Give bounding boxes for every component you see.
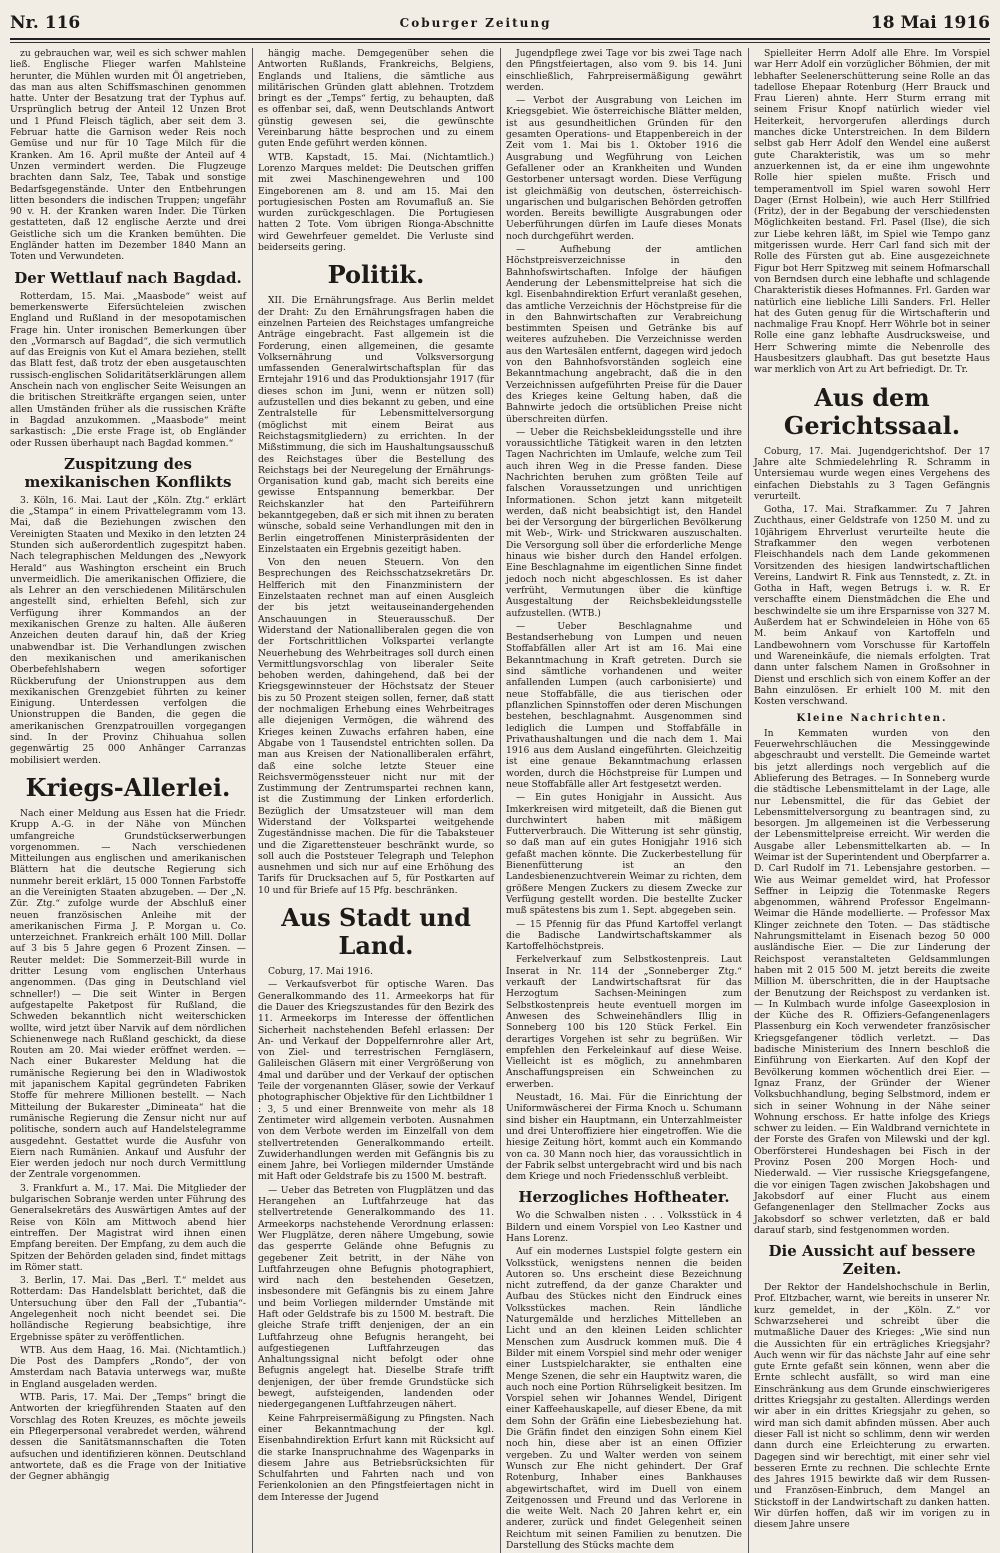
article-paragraph: Der Rektor der Handelshochschule in Berlin, Prof. Eltzbacher, warnt, wie bereits in unserer Nr. kurz gemeldet, in der „Köln. Z.“ vor Schwarzseherei und schreibt über die mutmaßliche Dauer des Krieges: „Wie sind nun die Aussichten für ein erträgliches Kriegsjahr? Auch wenn wir für das nächste Jahr auf eine sehr gute Ernte gefaßt sein können, wenn aber die Ernte schlecht ausfällt, so wird man eine Einschränkung aus dem Grunde einschwierigeres drittes Kriegsjahr zu gestalten. Allerdings werden wir aber in ein drittes Kriegsjahr zu gehen, so wird man sich damit abfinden müssen. Aber auch dieser Fall ist nicht so schlimm, denn wir werden dann durch eine Erleichterung zu erwarten. Dagegen sind wir berechtigt, mit einer sehr viel besseren Ernte zu rechnen. Die schlechte Ernte des Jahres 1915 bewirkte daß wir dem Russen- und Französen-Einbruch, dem Mangel an Stickstoff in der Landwirtschaft zu danken hatten. Wir dürfen hoffen, daß wir im vorigen zu in diesem Jahre unsere [754, 1282, 990, 1531]
article-paragraph: — Aufhebung der amtlichen Höchstpreisverzeichnisse in den Bahnhofswirtschaften. Infolge der häufigen Aenderung der Lebensmittelpreise hat sich die kgl. Eisenbahndirektion Erfurt veranlaßt gesehen, das amtliche Verzeichnis der Höchstpreise für die in den Bahnwirtschaften zur Verabreichung bestimmten Speisen und Getränke bis auf weiteres aufzuheben. Die Verzeichnisse werden aus den Wartesälen entfernt, dagegen wird jedoch von den Bahnhofsvorständen sogleich eine Bekanntmachung angebracht, daß die in den Verzeichnissen aufgeführten Preise für die Dauer des Krieges keine Geltung haben, daß die Bahnwirte jedoch die ortsüblichen Preise nicht überschreiten dürfen. [506, 244, 742, 425]
article-paragraph: 3. Berlin, 17. Mai. Das „Berl. T.“ meldet aus Rotterdam: Das Handelsblatt berichtet, daß die Untersuchung über den Fall der „Tubantia“-Angelegenheit noch nicht beendet sei. Die holländische Regierung beabsichtige, ihre Ergebnisse später zu veröffentlichen. [10, 1275, 246, 1343]
article-headline: Die Aussicht auf bessere Zeiten. [768, 1242, 976, 1279]
article-paragraph: Spielleiter Herrn Adolf alle Ehre. Im Vorspiel war Herr Adolf ein vorzüglicher Böhmien, der mit lebhafter Seelenerschütterung seine Rolle an das tadellose Ehepaar Rotenburg (Herr Brauck und Frau Lieren) ahnte. Herr Sturm errang mit seinem Frisur Knopf natürlich wieder viel Heiterkeit, hervorgerufen allerdings durch manches dicke Unterstreichen. In dem Bildern selbst gab Herr Adolf den Wendel eine außerst gute Charakteristik, was um so mehr anzuerkennen ist, da er eine ihm ungewohnte Rolle hier spielen mußte. Frisch und temperamentvoll im Spiel waren sowohl Herr Dager (Ernst Holbein), wie auch Herr Stillfried (Fritz), der in der Begabung der verschiedensten Möglichkeiten bestand. Frl. Pasel (Ilse), die sich zur Liebe kehren läßt, im Spiel wie Tempo ganz mitgerissen wurde. Herr Carl fand sich mit der Rolle des Fürsten gut ab. Eine ausgezeichnete Figur bot Herr Spitzweg mit seinem Hofmarschall von Berndsen durch eine lebhafte und schlagende Charakteristik dieses Hofmannes. Frl. Garden war natürlich eine liebliche Lilli Sanders. Frl. Heller hat des Guten genug für die Wirtschafterin und nachmalige Frau Knopf. Herr Wöhrle bot in seiner Rolle eine ganz lebhafte Ausdrucksweise, und Herr Schwering mimte die Nebenrolle des Hausbesitzers glaubhaft. Das gut besetzte Haus war merklich von Art zu Art befriedigt. Dr. Tr. [754, 48, 990, 376]
article-paragraph: 3. Frankfurt a. M., 17. Mai. Die Mitglieder der bulgarischen Sobranje werden unter Führung des Generalsekretärs des Auswärtigen Amtes auf der Reise von Köln am Mittwoch abend hier eintreffen. Der Magistrat wird ihnen einen Empfang bereiten. Der Empfang, zu dem auch die Spitzen der Behörden geladen sind, findet mittags im Römer statt. [10, 1182, 246, 1273]
article-headline: Zuspitzung des mexikanischen Konflikts [24, 454, 232, 491]
article-paragraph: — Verbot der Ausgrabung von Leichen im Kriegsgebiet. Wie österreichische Blätter melden, ist aus gesundheitlichen Gründen für den gesamten Operations- und Etappenbereich in der Zeit vom 1. Mai bis 1. Oktober 1916 die Ausgrabung und Wegführung von Leichen Gefallener oder an Krankheiten und Wunden Gestorbener untersagt worden. Diese Verfügung ist gleichmäßig von deutschen, österreichisch-ungarischen und bulgarischen Behörden getroffen worden. Bereits bewilligte Ausgrabungen oder Ueberführungen dürfen im Laufe dieses Monats noch durchgeführt werden. [506, 95, 742, 242]
article-paragraph: Rotterdam, 15. Mai. „Maasbode“ weist auf bemerkenswerte Eifersüchteleien zwischen England und Rußland in der mesopotamischen Frage hin. Unter ironischen Bemerkungen über den „Vormarsch auf Bagdad“, die sich vermutlich auf das Ereignis von Kut el Amara beziehen, stellt das Blatt fest, daß trotz der eben ausgetauschten russisch-englischen Solidaritätserklärungen allem Anschein nach von englischer Seite Weisungen an die britischen Streitkräfte ergangen seien, unter allen Umständen früher als die russischen Kräfte in Bagdad anzukommen. „Maasbode“ meint sarkastisch: „Die erste Frage ist, ob Engländer oder Russen überhaupt nach Bagdad kommen.“ [10, 290, 246, 449]
article-paragraph: Gotha, 17. Mai. Strafkammer. Zu 7 Jahren Zuchthaus, einer Geldstrafe von 1250 M. und zu 10jährigem Ehrverlust verurteilte heute die Strafkammer den wegen verbotenen Fleischhandels nach dem Lande gekommenen Vorsitzenden des hiesigen landwirtschaftlichen Vereins, Landwirt R. Fink aus Tennstedt, z. Zt. in Gotha in Haft, wegen Betrugs i. w. R. Er verschaffte einem Dienstmädchen die Ehe und beschwindelte sie um ihre Ersparnisse von 327 M. Außerdem hat er Schwindeleien in Höhe von 65 M. beim Ankauf von Kartoffeln und Landbewohnern vom Vorschusse für Kartoffeln und Wareneinkäufe, die niemals erfolgten. Trat dann unter falschem Namen in Großsohner in Dienst und erschlich sich von einem Koffer an der Bahn einzulösen. Er erhielt 100 M. mit den Kosten verschwand. [754, 504, 990, 708]
article-paragraph: — Verkaufsverbot für optische Waren. Das Generalkommando des 11. Armeekorps hat für die Dauer des Kriegszustandes für den Bezirk des 11. Armeekorps im Interesse der öffentlichen Sicherheit nachstehenden Befehl erlassen: Der An- und Verkauf der Doppelfernrohre aller Art, von Ziel- und terrestrischen Ferngläsern, Galileischen Gläsern mit einer Vergrößerung von 4mal und darüber und der Verkauf der optischen Teile der vorgenannten Gläser, sowie der Verkauf photographischer Objektive für den Lichtbildner 1 : 3, 5 und einer Brennweite von mehr als 18 Zentimeter wird allgemein verboten. Ausnahmen von dem Verbote werden im Einzelfall von dem stellvertretenden Generalkommando erteilt. Zuwiderhandlungen werden mit Gefängnis bis zu einem Jahre, bei Vorliegen mildernder Umstände mit Haft oder Geldstrafe bis zu 1500 M. bestraft. [258, 979, 494, 1183]
article-paragraph: WTB. Paris, 17. Mai. Der „Temps“ bringt die Antworten der kriegführenden Staaten auf den Vorschlag des Roten Kreuzes, es möchte jeweils ein Pflegerpersonal verabredet werden, während dessen die Sanitätsmannschaften die Toten aufsuchen und identifizieren können. Deutschland antwortete, daß es die Frage von der Initiative der Gegner abhängig [10, 1392, 246, 1483]
column-1 [10, 48, 246, 1553]
article-paragraph: — Ueber das Betreten von Flugplätzen und das Herangehen an Luftfahrzeuge hat das stellvertretende Generalkommando des 11. Armeekorps nachstehende Verordnung erlassen: Wer Flugplätze, deren nähere Umgebung, sowie das gesperrte Gelände ohne Befugnis zu gegebener Zeit betritt, in der Nähe von Luftfahrzeugen ohne Befugnis photographiert, wird nach den bestehenden Gesetzen, insbesondere mit Gefängnis bis zu einem Jahre und beim Vorliegen mildernder Umstände mit Haft oder Geldstrafe bis zu 1500 M. bestraft. Die gleiche Strafe trifft denjenigen, der an ein Luftfahrzeug ohne Befugnis herangeht, bei aufgestiegenen Luftfahrzeugen das Anhaltungssignal nicht befolgt oder ohne Befugnis angelegt hat. Dieselbe Strafe trifft denjenigen, der über fremde Grundstücke sich bewegt, aufsteigenden, landenden oder niedergegangenen Luftfahrzeugen nähert. [258, 1184, 494, 1411]
article-paragraph: — 15 Pfennig für das Pfund Kartoffel verlangt die Badische Landwirtschaftskammer als Kartoffelhöchstpreis. [506, 918, 742, 953]
article-paragraph: Neustadt, 16. Mai. Für die Einrichtung der Uniformwäscherei der Firma Knoch u. Schumann sind bisher ein Hauptmann, ein Unterzahlmeister und drei Unteroffiziere hier eingetroffen. Wie die hiesige Zeitung hört, kommt auch ein Kommando von ca. 30 Mann noch hier, das voraussichtlich in der Fabrik selbst untergebracht wird und bis nach dem Kriege und noch Friedensschluß verbleibt. [506, 1092, 742, 1183]
article-headline: Herzogliches Hoftheater. [518, 1188, 730, 1207]
masthead-rule-thin [10, 42, 990, 43]
article-paragraph: hängig mache. Demgegenüber sehen die Antworten Rußlands, Frankreichs, Belgiens, Englands und Italiens, die sämtliche aus militärischen Gründen glatt ablehnen. Trotzdem bringt es der „Temps“ fertig, zu behaupten, daß es offenbar sei, daß, wenn Deutschlands Antwort günstig gewesen sei, die gewünschte Vereinbarung hätte besprochen und zu einem guten Ende geführt werden können. [258, 48, 494, 150]
newspaper-columns [10, 48, 990, 1551]
masthead-rule [10, 38, 990, 40]
column-2 [258, 48, 494, 1553]
article-paragraph: XII. Die Ernährungsfrage. Aus Berlin meldet der Draht: Zu den Ernährungsfragen haben die einzelnen Parteien des Reichstages umfangreiche Anträge eingebracht. Fast allgemein ist die Forderung, einen allgemeinen, die gesamte Volksernährung und Volksversorgung umfassenden Generalwirtschaftsplan für das Erntejahr 1916 und das Produktionsjahr 1917 (für dieses schon im Juni, wenn er nützen soll) aufzustellen und dies bekannt zu geben, und eine Zentralstelle für Lebensmittelversorgung (möglichst mit einem Beirat aus Reichstagsmitgliedern) zu errichten. In der Mißstimmung, die sich im Haushaltungsausschuß des Reichstages über die Bestellung des Reichstags bei der Neuregelung der Ernährungs-Organisation kund gab, macht sich bereits eine gewisse Entspannung bemerkbar. Der Reichskanzler hat den Parteiführern bekanntgegeben, daß er sich mit ihnen zu beraten wünsche, sobald seine Verhandlungen mit den in Berlin eingetroffenen Ministerpräsidenten der Einzelstaaten ein Ergebnis gezeitigt haben. [258, 295, 494, 555]
section-heading: Aus Stadt und Land. [281, 903, 471, 961]
section-heading: Aus dem Gerichtssaal. [783, 382, 961, 440]
article-paragraph: Auf ein modernes Lustspiel folgte gestern ein Volksstück, wenigstens nennen die beiden Autoren so. Uns erscheint diese Bezeichnung nicht zutreffend, da der ganze Charakter und Aufbau des Stückes nicht den Eindruck eines Volksstückes machen. Rein ländliche Naturgemälde und herzliches Mittelleben an Licht und an den kleinen Leiden schlichter Menschen zum Ausdruck kommen muß. Die 4 Bilder mit einem Vorspiel sind mehr oder weniger einer Lustspielcharakter, sie enthalten eine Menge Szenen, die sehr ein Hauptwitz waren, die auch noch eine Portion Rührseligkeit besitzen. Im Vorspiel sehen wir Johannes Wendel, Dirigent einer Kaffeehauskapelle, auf dieser Ebene, da mit dem Sohn der Gräfin eine Liebesbeziehung hat. Die Gräfin findet den einzigen Sohn einem Kiel noch hin, diese aber ist an einen Offizier vergeben. Zu und Walter werden von seinem Wunsch zur Ehe nicht gehindert. Der Graf Rotenburg, Inhaber eines Bankhauses abgewirtschaftet, wird im Duell von einem Zeitgenossen und Freund und das Verlorene in die weite Welt. Nach 20 Jahren kehrt er, ein anderer, zurück und findet Gelegenheit seinen Reichtum mit seinen Familien zu benutzen. Die Darstellung des Stücks machte dem [506, 1246, 742, 1551]
column-4 [754, 48, 990, 1553]
column-3 [506, 48, 742, 1553]
article-paragraph: Wo die Schwalben nisten . . . Volksstück in 4 Bildern und einem Vorspiel von Leo Kastner und Hans Lorenz. [506, 1210, 742, 1244]
issue-number: Nr. 116 [10, 13, 81, 33]
article-paragraph: In Kemmaten wurden von den Feuerwehrschläuchen die Messinggewinde abgeschraubt und verstellt. Die Gemeinde wartet bis jetzt allerdings noch vergeblich auf die Ablieferung des Betrages. — In Sonneberg wurde die städtische Lebensmittelamt in der Lage, alle nur Lebensmittel, die für das Gebiet der Lebensmittelversorgung zu beantragen sind, zu besorgen. Jm allgemeinen ist die Verbesserung der Lebensmittelpreise erreicht. Wir werden die Ausgabe aller Lebensmittelkarten ab. — In Weimar ist der Superintendent und Oberpfarrer a. D. Carl Rudolf im 71. Lebensjahre gestorben. — Wie aus Weimar gemeldet wird, hat Professor Seffner in Leipzig die Totenmaske Regers abgenommen, während Professor Engelmann-Weimar die Hände modellierte. — Professor Max Klinger zeichnete den Toten. — Das städtische Nahrungsmittelamt in Eisenach bezog 50 000 ausländische Eier. — Die zur Linderung der Reichspost veranstalteten Geldsammlungen haben mit 2 015 500 M. jetzt bereits die zweite Million M. überschritten, die in der Hauptsache der Benutzung der Reichspost zu verdanken ist. — In Kulmbach wurde infolge Gaseexplosion in der Küche des R. Offiziers-Gefangenenlagers Plassenburg ein Koch verwendeter französischer Kriegsgefangener tödlich verletzt. — Das badische Ministerium des Innern beschloß die Einführung von Eierkarten. Auf den Kopf der Bevölkerung kommen wöchentlich drei Eier. — Ignaz Franz, der Gründer der Wiener Volksbuchhandlung, beging Selbstmord, indem er sich in seiner Wohnung in der Nähe seiner Wohnung erschoss. Er hatte infolge des Kriegs schwer zu leiden. — Ein Waldbrand vernichtete in der Forste des Grafen von Milewski und der kgl. Oberförsterei Hundeshagen bei Fisch in der Provinz Posen 200 Morgen Hoch- und Niederwald. — Vier russische Kriegsgefangene, die vor einigen Tagen zwischen Jakobshagen und Jakobsdorf auf einer Flucht aus einem Gefangenenlager den Stellmacher Zocks aus Jakobsdorf so schwer verletzten, daß er bald darauf starb, sind festgenommen worden. [754, 727, 990, 1236]
article-paragraph: WTB. Aus dem Haag, 16. Mai. (Nichtamtlich.) Die Post des Dampfers „Rondo“, der von Amsterdam nach Batavia unterwegs war, mußte in England ausgeladen werden. [10, 1344, 246, 1390]
section-heading: Kriegs-Allerlei. [25, 772, 231, 802]
article-paragraph: WTB. Kapstadt, 15. Mai. (Nichtamtlich.) Lorenzo Marques meldet: Die Deutschen griffen mit zwei Maschinengewehren und 100 Eingeborenen am 8. und am 15. Mai den portugiesischen Posten am Rovumafluß an. Sie wurden zurückgeschlagen. Die Portugiesen hatten 2 Tote. Vom übrigen Rionga-Abschnitte wird Gewehrfeuer gemeldet. Die Verluste sind beiderseits gering. [258, 151, 494, 254]
article-paragraph: — Ein gutes Honigjahr in Aussicht. Aus Imkerkreisen wird mitgeteilt, daß die Bienen gut durchwintert haben mit mäßigem Futterverbrauch. Die Witterung ist sehr günstig, so daß man auf ein gutes Honigjahr 1916 sich gefaßt machen könnte. Die Zuckerbestellung für Bienenfütterung ist an den Landesbienenzuchtverein Weimar zu richten, dem größere Mengen Zuckers zu diesem Zwecke zur Verfügung gestellt worden. Die bestellte Zucker muß spätestens bis zum 1. Sept. abgegeben sein. [506, 792, 742, 917]
article-paragraph: — Ueber Beschlagnahme und Bestandserhebung von Lumpen und neuen Stoffabfällen aller Art ist am 16. Mai eine Bekanntmachung in Kraft getreten. Durch sie sind sämtliche vorhandenen und weiter anfallenden Lumpen (auch carbonisierte) und neue Stoffabfälle, die aus tierischen oder pflanzlichen Spinnstoffen oder deren Mischungen bestehen, beschlagnahmt. Ausgenommen sind lediglich die Lumpen und Stoffabfälle in Privathaushaltungen und die nach dem 1. Mai 1916 aus dem Ausland eingeführten. Gleichzeitig ist eine genaue Bekanntmachung erlassen worden, durch die Höchstpreise für Lumpen und neue Stoffabfälle aller Art festgesetzt werden. [506, 620, 742, 790]
article-paragraph: zu gebrauchen war, weil es sich schwer mahlen ließ. Englische Flieger warfen Mahlsteine herunter, die Mühlen wurden mit Öl angetrieben, das man aus alten Schiffsmaschinen genommen hatte. Unter der Besatzung trat der Typhus auf. Ursprünglich betrug der Anteil 12 Unzen Brot und 1 Pfund Fleisch täglich, aber seit dem 3. Februar hatte die Garnison weder Reis noch Gemüse und nur für 10 Tage Milch für die Kranken. Am 16. April mußte der Anteil auf 4 Unzen vermindert werden. Die Flugzeuge brachten dann Salz, Tee, Tabak und sonstige Bedarfsgegenstände. Unter den Entbehrungen litten besonders die indischen Truppen; ungefähr 90 v. H. der Kranken waren Inder. Die Türken gestatteten, daß 12 englische Aerzte und drei Geistliche sich um die Kranken bemühten. Die Engländer hatten im Dezember 1840 Mann an Toten und Verwundeten. [10, 48, 246, 263]
article-paragraph: 3. Köln, 16. Mai. Laut der „Köln. Ztg.“ erklärt die „Stampa“ in einem Privattelegramm vom 13. Mai, daß die Beziehungen zwischen den Vereinigten Staaten und Mexiko in den letzten 24 Stunden sich außerordentlich zugespitzt haben. Nach telegraphischen Meldungen des „Newyork Herald“ aus Washington erscheint ein Bruch unvermeidlich. Die amerikanischen Offiziere, die als Lehrer an den verschiedenen Militärschulen angestellt sind, erhielten Befehl, sich zur Verfügung ihrer Kommandos an der mexikanischen Grenze zu halten. Alle äußeren Anzeichen deuten darauf hin, daß der Krieg unabwendbar ist. Die Verhandlungen zwischen den mexikanischen und amerikanischen Oberbefehlshabern wegen sofortiger Rückberufung der Unionstruppen aus dem mexikanischen Grenzgebiet führten zu keiner Einigung. Unterdessen verfolgen die Unionstruppen die Banden, die gegen die amerikanischen Grenzpatrouillen vorgegangen sind. In der Provinz Chihuahua sollen gegenwärtig 25 000 Anhänger Carranzas mobilisiert werden. [10, 494, 246, 766]
rubric-heading: Kleine Nachrichten. [796, 713, 948, 725]
article-paragraph: — Ueber die Reichsbekleidungsstelle und ihre voraussichtliche Tätigkeit waren in den letzten Tagen Nachrichten im Umlaufe, welche zum Teil auch ihren Weg in die Presse fanden. Diese Nachrichten beruhen zum größten Teile auf falschen Voraussetzungen und unrichtigen Informationen. Schon jetzt kann mitgeteilt werden, daß nicht beabsichtigt ist, den Handel bei der Versorgung der bürgerlichen Bevölkerung mit Web-, Wirk- und Strickwaren auszuschalten. Die Versorgung soll über die erforderliche Menge hinaus wie bisher durch den Handel erfolgen. Eine Beschlagnahme im eigentlichen Sinne findet jedoch noch nicht abgeschlossen. Es ist daher verfrüht, Vermutungen über die künftige Ausgestaltung der Reichsbekleidungsstelle aufzustellen. (WTB.) [506, 426, 742, 619]
section-heading: Politik. [327, 260, 425, 290]
article-paragraph: Coburg, 17. Mai 1916. [268, 966, 374, 978]
newspaper-title: Coburger Zeitung [399, 16, 552, 30]
article-paragraph: Coburg, 17. Mai. Jugendgerichtshof. Der 17 Jahre alte Schmiedelehrling R. Schramm in Untersiemau wurde wegen eines Vergehens des einfachen Diebstahls zu 3 Tagen Gefängnis verurteilt. [754, 445, 990, 502]
article-headline: Der Wettlauf nach Bagdad. [14, 268, 242, 287]
article-paragraph: Jugendpflege zwei Tage vor bis zwei Tage nach den Pfingstfeiertagen, also vom 9. bis 14. Juni einschließlich, Fahrpreisermäßigung gewährt werden. [506, 48, 742, 93]
issue-date: 18 Mai 1916 [870, 13, 990, 33]
article-paragraph: Keine Fahrpreisermäßigung zu Pfingsten. Nach einer Bekanntmachung der kgl. Eisenbahndirektion Erfurt kann mit Rücksicht auf die starke Inanspruchnahme des Wagenparks in diesem Jahre aus Betriebsrücksichten für Schulfahrten und Fahrten nach und von Ferienkolonien an den Pfingstfeiertagen nicht in dem Interesse der Jugend [258, 1412, 494, 1503]
article-paragraph: Von den neuen Steuern. Von den Besprechungen des Reichsschatzsekretärs Dr. Helfferich mit den Finanzministern der Einzelstaaten rechnet man auf einen Ausgleich der bis jetzt weitauseinandergehenden Anschauungen in Steuerausschuß. Der Widerstand der Nationalliberalen gegen die von der Fortschrittlichen Volkspartei verlangte Neuerhebung des Wehrbeitrages soll durch einen Vermittlungsvorschlag von liberaler Seite behoben werden, dahingehend, daß bei der Kriegsgewinnsteuer der Höchstsatz der Steuer bis zu 50 Prozent steigen sollen, ferner, daß statt der nochmaligen Erhebung eines Wehrbeitrages alle diejenigen Vermögen, die während des Krieges keinen Zuwachs erfahren haben, eine Abgabe von 1 Tausendstel entrichten sollen. Da man aus Kreisen der Nationalliberalen erfährt, daß eine solche letzte Steuer eine Reichsvermögenssteuer nicht nur mit der Zustimmung der Zentrumspartei rechnen kann, ist die Zustimmung der Linken erforderlich. Bezüglich der Umsatzsteuer will man dem Widerstand der Volkspartei weitgehende Zugeständnisse machen. Die für die Tabaksteuer und die Zigarettensteuer beschränkt wurde, so soll auch die Poststeuer Telegraph und Telephon ausnehmen und sich nur auf eine Erhöhung des Tarifs für Drucksachen auf 5, für Postkarten auf 10 und für Briefe auf 15 Pfg. beschränken. [258, 557, 494, 896]
masthead [10, 8, 990, 38]
article-paragraph: Nach einer Meldung aus Essen hat die Friedr. Krupp A.-G. in der Nähe von München umfangreiche Grundstückserwerbungen vorgenommen. — Nach verschiedenen Mitteilungen aus englischen und amerikanischen Blättern hat die deutsche Regierung sich nunmehr bereit erklärt, 15 000 Tonnen Farbstoffe an die Vereinigten Staaten abzugeben. — Der „N. Zür. Ztg.“ zufolge wurde der Abschluß einer neuen französischen Anleihe mit der amerikanischen Firma J. P. Morgan u. Co. unterzeichnet. Frankreich erhält 100 Mill. Dollar auf 3 bis 5 Jahre gegen 6 Prozent Zinsen. — Reuter meldet: Die Sommerzeit-Bill wurde in dritter Lesung vom englischen Unterhaus angenommen. (Das ging in Deutschland viel schneller!) — Die seit Winter in Bergen aufgestapelte Paketpost für Rußland, die Schweden bekanntlich nicht weiterschicken wollte, wird jetzt über Narvik auf dem nördlichen Schienenwege nach Rußland geschickt, da diese Routen am 20. Mai wieder eröffnet werden. — Nach einer Bukarester Meldung hat die rumänische Regierung bei den in Wladiwostok mit japanischem Kapital gegründeten Fabriken Stoffe für mehrere Millionen bestellt. — Nach Mitteilung der Bukarester „Dimineata“ hat die rumänische Regierung die Zensur nicht nur auf politische, sondern auch auf Handelstelegramme ausgedehnt. Gestattet wurde die Ausfuhr von Eiern nach Rumänien. Ankauf und Ausfuhr der Eier werden jedoch nur noch durch Vermittlung der Zentrale vorgenommen. [10, 807, 246, 1181]
article-paragraph: Ferkelverkauf zum Selbstkostenpreis. Laut Inserat in Nr. 114 der „Sonneberger Ztg.“ verkauft der Landwirtschaftsrat für das Herzogtum Sachsen-Meiningen zum Selbstkostenpreis heute eventuell morgen im Anwesen des Schweinehändlers Illig in Sonneberg 100 bis 120 Stück Ferkel. Ein derartiges Vorgehen ist sehr zu begrüßen. Wir empfehlen den Ferkeleinkauf auf diese Weise. Vielleicht ist es möglich, zu annehmbaren Anschaffungspreisen ein Schweinchen zu erwerben. [506, 954, 742, 1090]
